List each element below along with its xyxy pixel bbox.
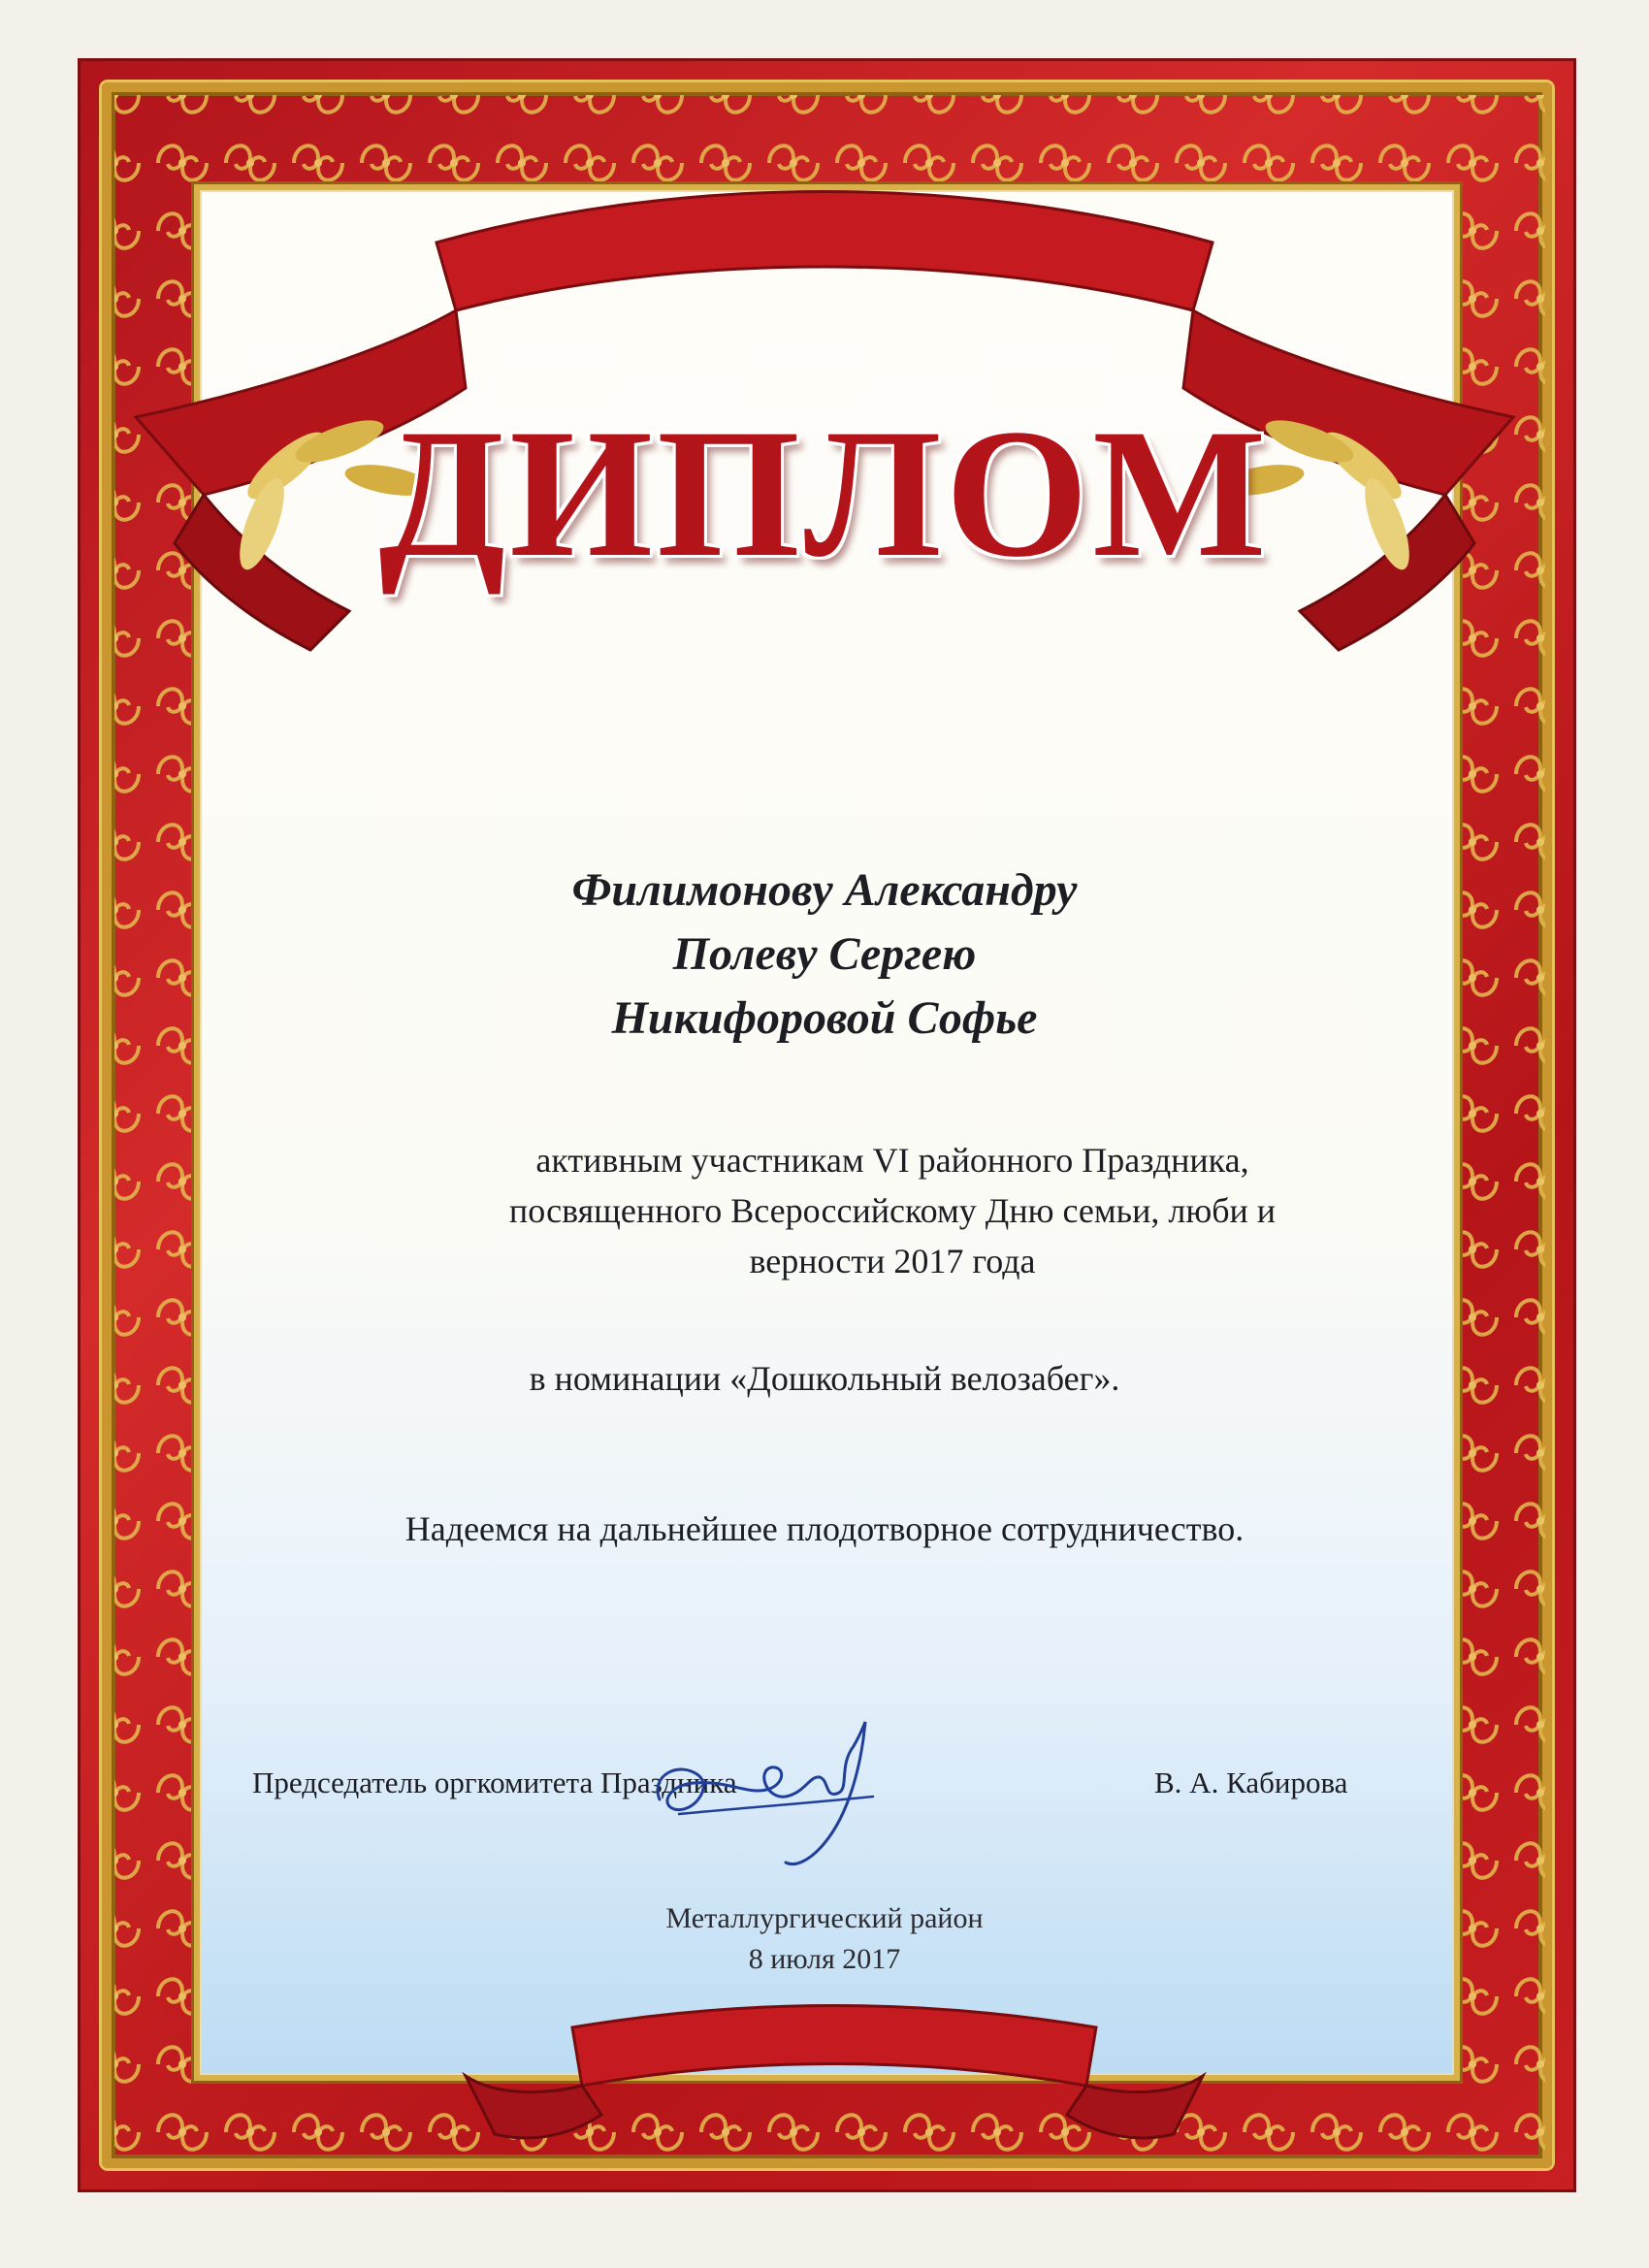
date-text: 8 июля 2017	[748, 1943, 901, 1975]
handwritten-signature	[640, 1707, 892, 1872]
place-and-date	[0, 1898, 1649, 1980]
award-reason	[407, 1135, 1377, 1286]
place-text: Металлургический район	[665, 1902, 984, 1934]
diploma-title: ДИПЛОМ	[378, 392, 1271, 596]
recipient-name: Полеву Сергею	[672, 928, 977, 980]
signatory-role: Председатель оргкомитета Праздника	[252, 1766, 737, 1799]
recipients-list	[0, 859, 1649, 1051]
recipient-name: Филимонову Александру	[571, 864, 1078, 916]
award-reason-line: посвященного Всероссийскому Дню семьи, люби и	[508, 1191, 1277, 1230]
signatory-name: В. А. Кабирова	[1154, 1766, 1348, 1799]
closing-text: Надеемся на дальнейшее плодотворное сотрудничество.	[404, 1509, 1245, 1548]
award-reason-line: активным участникам VI районного Праздника,	[535, 1141, 1249, 1180]
bottom-ribbon	[456, 1989, 1212, 2154]
nomination-text: в номинации «Дошкольный велозабег».	[529, 1359, 1120, 1398]
recipient-name: Никифоровой Софье	[611, 992, 1038, 1044]
award-reason-line: верности 2017 года	[749, 1242, 1036, 1280]
